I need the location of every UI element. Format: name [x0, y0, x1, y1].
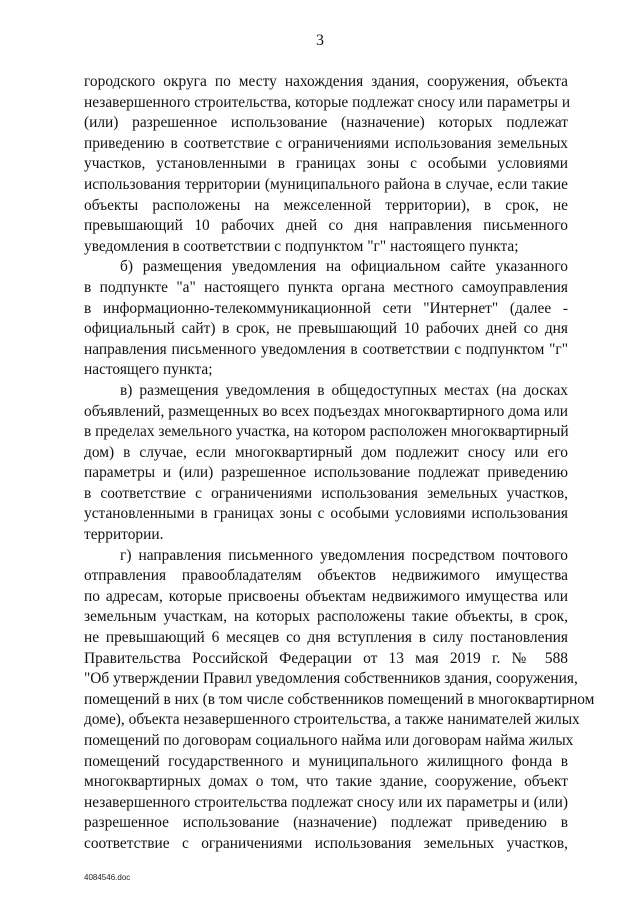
text-line: приведению в соответствие с ограничениями использования земельных [84, 134, 568, 152]
text-line: помещений по договорам социального найма или договорам найма жилых [84, 732, 574, 749]
paragraph-continuation [84, 72, 571, 257]
text-line: "Об утверждении Правил уведомления собственников здания, сооружения, [84, 670, 578, 688]
paragraph-item-g [84, 546, 595, 855]
text-line: помещений государственного и муниципального жилищного фонда в [84, 752, 568, 770]
file-name-footer: 4084546.doc [84, 873, 131, 882]
text-line: доме), объекта незавершенного строительства, а также нанимателей жилых [84, 711, 580, 729]
text-line: в) размещения уведомления в общедоступных местах (на досках [120, 381, 568, 399]
text-line: установленными в границах зоны с особыми условиями использования [84, 505, 568, 523]
paragraph-item-v [84, 381, 568, 546]
page-number: 3 [316, 32, 324, 49]
text-line: незавершенного строительства, которые подлежат сносу или параметры и [84, 93, 571, 111]
text-line: использования территории (муниципального района в случае, если такие [84, 175, 568, 193]
text-line: параметры и (или) разрешенное использование подлежат приведению [84, 464, 568, 482]
text-line: территории. [84, 526, 164, 544]
text-line: городского округа по месту нахождения здания, сооружения, объекта [84, 73, 568, 90]
text-line: в пределах земельного участка, на котором расположен многоквартирный [84, 423, 569, 441]
text-line: превышающий 10 рабочих дней со дня направления письменного [84, 217, 568, 235]
text-line: б) размещения уведомления на официальном сайте указанного [120, 258, 568, 276]
text-line: многоквартирных домах о том, что такие здание, сооружение, объект [84, 773, 568, 791]
text-line: отправления правообладателям объектов недвижимого имущества [84, 567, 568, 585]
text-line: дом) в случае, если многоквартирный дом подлежит сносу или его [84, 443, 568, 461]
paragraph-item-b [84, 257, 568, 381]
text-line: г) направления письменного уведомления посредством почтового [120, 546, 568, 564]
text-line: в информационно-телекоммуникационной сети "Интернет" (далее - [84, 299, 568, 317]
text-line: (или) разрешенное использование (назначение) которых подлежат [84, 114, 568, 132]
text-line: по адресам, которые присвоены объектам недвижимого имущества или [84, 587, 568, 605]
text-line: объекты расположены на межселенной территории), в срок, не [84, 196, 568, 214]
text-line: направления письменного уведомления в соответствии с подпунктом "г" [84, 340, 568, 358]
text-line: Правительства Российской Федерации от 13 мая 2019 г. № 588 [84, 649, 568, 667]
text-line: уведомления в соответствии с подпунктом "г" настоящего пункта; [84, 237, 519, 255]
text-line: в соответствие с ограничениями использования земельных участков, [84, 484, 568, 502]
text-line: в подпункте "а" настоящего пункта органа местного самоуправления [84, 278, 568, 296]
text-line: настоящего пункта; [84, 361, 213, 379]
text-line: не превышающий 6 месяцев со дня вступления в силу постановления [84, 629, 568, 647]
text-line: незавершенного строительства подлежат сносу или их параметры и (или) [84, 793, 568, 811]
text-line: официальный сайт) в срок, не превышающий 10 рабочих дней со дня [84, 320, 568, 338]
text-line: разрешенное использование (назначение) подлежат приведению в [84, 814, 568, 832]
text-line: помещений в них (в том числе собственников помещений в многоквартирном [84, 690, 595, 708]
document-body [84, 72, 595, 855]
text-line: земельным участкам, на которых расположены такие объекты, в срок, [84, 608, 568, 626]
text-line: соответствие с ограничениями использования земельных участков, [84, 834, 568, 852]
text-line: участков, установленными в границах зоны с особыми условиями [84, 155, 568, 173]
text-line: объявлений, размещенных во всех подъездах многоквартирного дома или [84, 402, 568, 420]
